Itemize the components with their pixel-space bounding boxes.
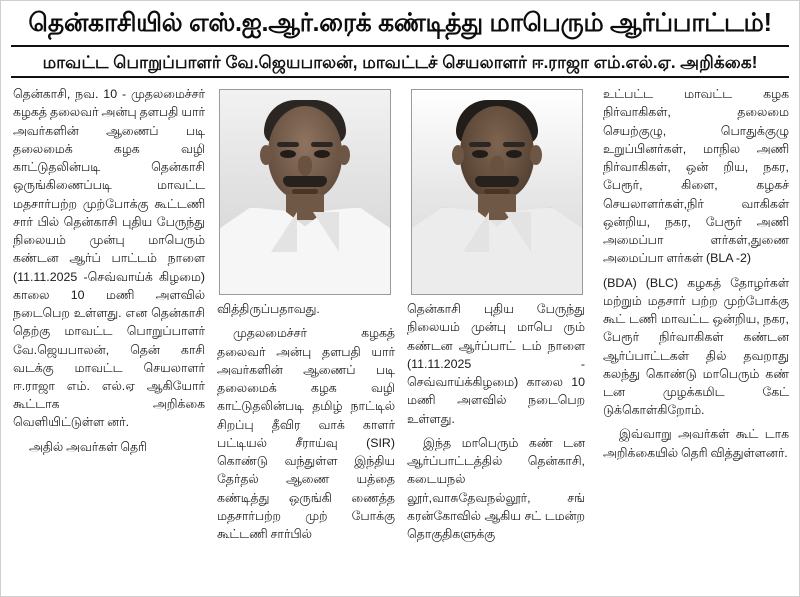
headline-divider <box>11 45 789 47</box>
paragraph: வித்திருப்பதாவது. <box>217 302 320 317</box>
paragraph: இவ்வாறு அவர்கள் கூட் டாக அறிக்கையில் தெரி வித்துள்ளனர். <box>603 427 789 460</box>
paragraph: தென்காசி, நவ. 10 - முதலமைச்சர் கழகத் தலைவர் அன்பு தளபதி யார் அவர்களின் ஆணைப் படி தலைமைக் கழக வழி காட்டுதலின்படி தென்காசி ஒருங்கிணைப்படி மாவட்ட மதசார்பற்ற முற்போக்கு கூட்டணி சார் பில் தென்காசி புதிய பேருந்து நிலையம் முன்பு மாபெரும் கண்டன ஆர்ப் பாட்டம் நாளை (11.11.2025 -செவ்வாய்க் கிழமை) காலை 10 மணி அளவில் நடைபெற உள்ளது. என தென்காசி தெற்கு மாவட்ட பொறுப்பாளர் வே.ஜெயபாலன், தென் காசி வடக்கு மாவட்ட செயலாளர் ஈ.ராஜா எம். எல்.ஏ ஆகியோர் கூட்டாக அறிக்கை வெளியிட்டுள்ள னர். <box>13 87 205 430</box>
paragraph: இந்த மாபெரும் கண் டன ஆர்ப்பாட்டத்தில் தென்காசி, கடையநல் லூர்,வாசுதேவநல்லூர், சங் கரன்கோவில் ஆகிய சட் டமன்ற தொகுதிகளுக்கு <box>407 435 585 542</box>
paragraph: (BDA) (BLC) கழகத் தோழர்கள் மற்றும் மதசார் பற்ற முற்போக்கு கூட் டணி மாவட்ட ஒன்றிய, நகர, பேரூர் நிர்வாகிகள் கண்டன ஆர்ப்பாட்டகள் தில் தவறாது கலந்து கொண்டு மாபெரும் கண் டன முழக்கமிட கேட் டுக்கொள்கிறோம். <box>603 275 789 418</box>
article-column-2 <box>217 85 395 549</box>
article-column-4 <box>603 85 789 468</box>
subheadline: மாவட்ட பொறுப்பாளர் வே.ஜெயபாலன், மாவட்டச் செயலாளர் ஈ.ராஜா எம்.எல்.ஏ. அறிக்கை! <box>42 51 758 72</box>
article-body <box>11 85 789 542</box>
paragraph: உட்பட்ட மாவட்ட கழக நிர்வாகிகள், தலைமை செயற்குழு, பொதுக்குழு உறுப்பினர்கள், மாநில அணி நிர்வாகிகள், ஒன் றிய, நகர, பேரூர், கிளை, கழகச் செயலாளர்கள்,நிர் வாகிகள் ஒன்றிய, நகர, பேரூர் அணி அமைப்பா ளர்கள்,துணை அமைப்பா ளர்கள் (BLA -2) <box>603 87 789 266</box>
subheadline-divider <box>11 76 789 78</box>
photo-gutter-spacer <box>407 85 585 300</box>
photo-gutter-spacer <box>217 85 395 300</box>
article-column-3 <box>407 85 585 549</box>
headline-block <box>11 7 789 39</box>
article-column-1 <box>13 85 205 462</box>
page-title: தென்காசியில் எஸ்.ஐ.ஆர்.ரைக் கண்டித்து மாபெரும் ஆர்ப்பாட்டம்! <box>28 9 772 37</box>
paragraph: அதில் அவர்கள் தெரி <box>29 439 147 454</box>
paragraph: முதலமைச்சர் கழகத் தலைவர் அன்பு தளபதி யார் அவர்களின் ஆணைப் படி தலைமைக் கழக வழி காட்டுதலின்படி தமிழ் நாட்டில் சிறப்பு தீவிர வாக் காளர் பட்டியல் சீராய்வு (SIR) கொண்டு வந்துள்ள இந்திய தேர்தல் ஆணை யத்தை கண்டித்து ஒருங்கி ணைத்த மதசார்பற்ற முற் போக்கு கூட்டணி சார்பில் <box>217 326 395 542</box>
paragraph: தென்காசி புதிய பேருந்து நிலையம் முன்பு மாபெ ரும் கண்டன ஆர்ப்பாட் டம் நாளை (11.11.2025 - செவ்வாய்க்கிழமை) காலை 10 மணி அளவில் நடைபெற உள்ளது. <box>407 302 585 426</box>
